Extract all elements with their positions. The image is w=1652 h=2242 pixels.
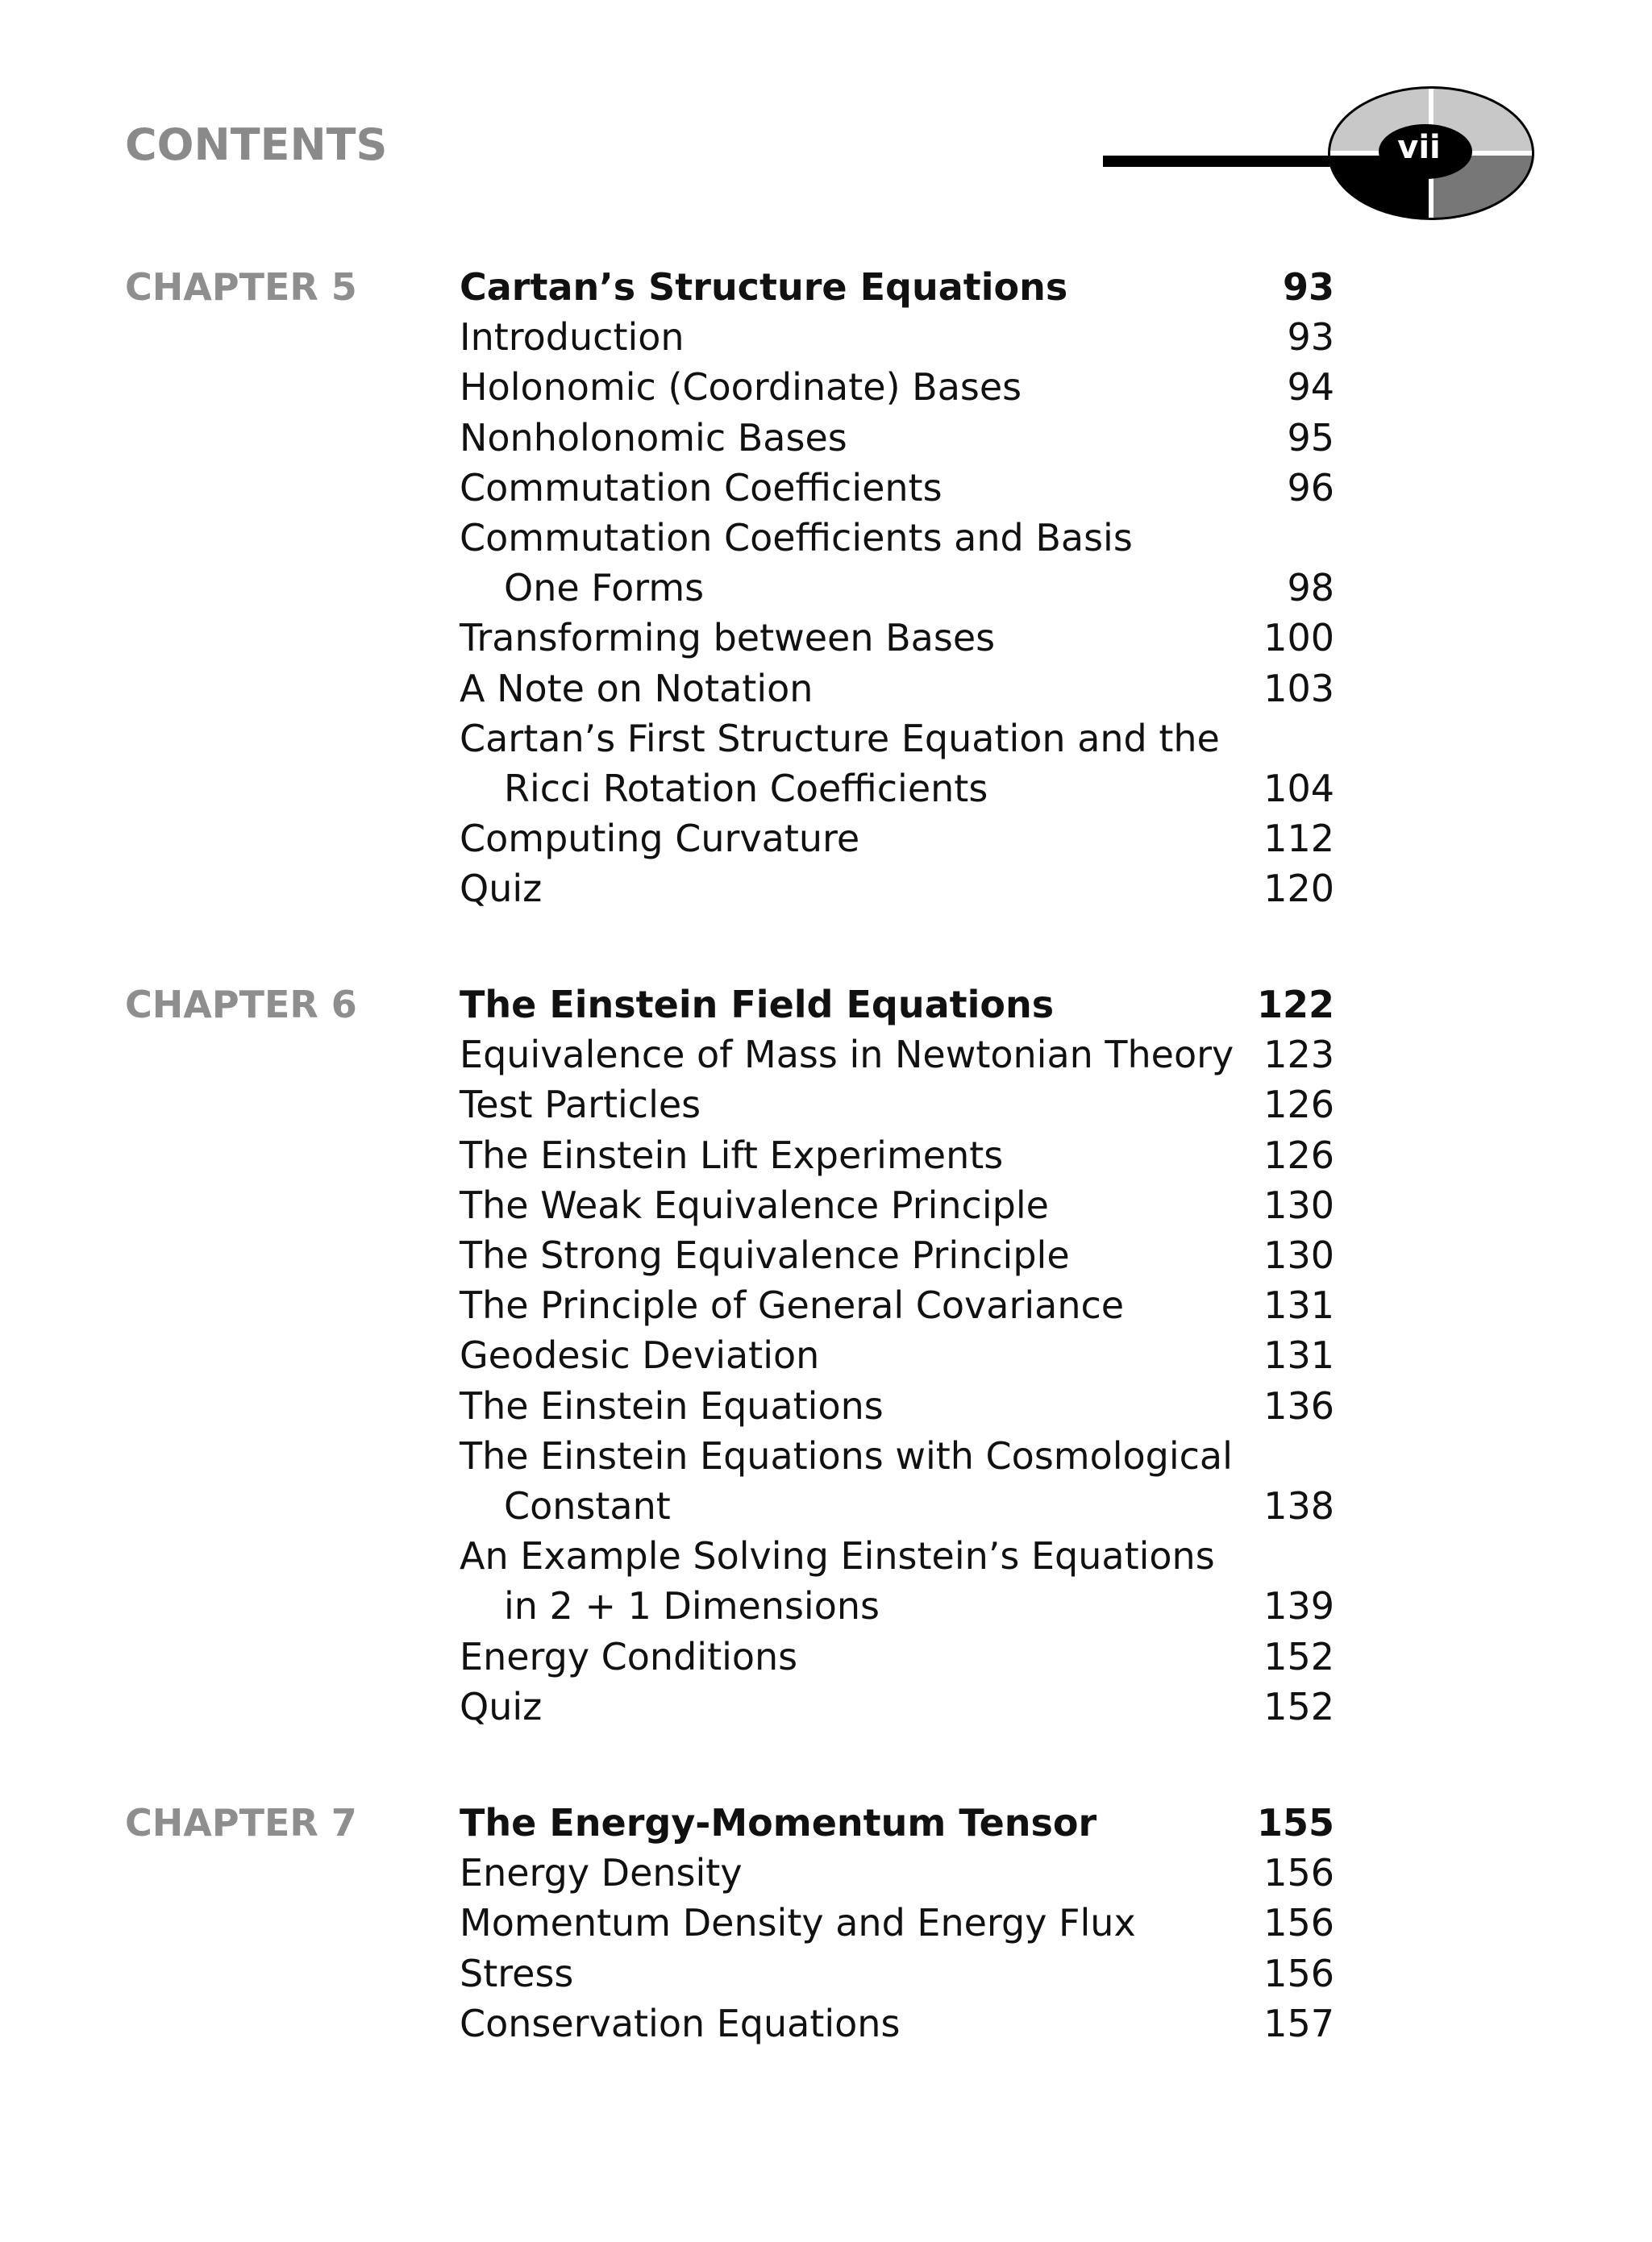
page-number-ref: 98 [1287,566,1334,610]
page-number-ref: 152 [1263,1634,1334,1678]
entry-title: Commutation Coefficients [460,465,943,510]
entry-title: Conservation Equations [460,2001,901,2045]
page-number-ref: 130 [1263,1233,1334,1277]
toc-entry[interactable] [460,1632,1334,1682]
entry-title: Commutation Coefficients and Basis [460,516,1133,559]
entry-title: Stress [460,1951,574,1995]
toc-entry[interactable] [460,513,1334,563]
page-number-ref: 138 [1263,1484,1334,1528]
page-number-ref: 120 [1263,867,1334,911]
toc-entry[interactable] [460,312,1334,362]
entry-title: Ricci Rotation Coefficients [504,767,988,810]
entry-title: The Weak Equivalence Principle [460,1183,1049,1227]
chapter-label: CHAPTER 7 [125,1801,357,1845]
page-number-ref: 131 [1263,1283,1334,1328]
entry-title: Computing Curvature [460,817,860,861]
page-number-ref: 96 [1287,465,1334,510]
toc-entry[interactable] [460,1481,1334,1531]
toc-entry[interactable] [460,1848,1334,1898]
entry-title: One Forms [504,566,705,610]
page-number-ref: 126 [1263,1083,1334,1127]
entry-title: Momentum Density and Energy Flux [460,1901,1136,1945]
chapter-label: CHAPTER 6 [125,983,357,1026]
page-title: CONTENTS [125,119,388,170]
chapter-label: CHAPTER 5 [125,265,357,309]
toc-entry[interactable] [460,362,1334,412]
entry-title: Introduction [460,315,685,360]
toc-entry[interactable] [460,1079,1334,1129]
page-number-ref: 93 [1287,315,1334,360]
toc-entry[interactable] [460,763,1334,813]
page-number-ref: 95 [1287,415,1334,460]
toc-entry[interactable] [460,713,1334,763]
toc-entry[interactable] [460,1531,1334,1581]
toc-entry[interactable] [460,1280,1334,1330]
page-number-ref: 136 [1263,1383,1334,1428]
toc-entry[interactable] [460,863,1334,913]
toc-entry[interactable] [460,1898,1334,1948]
chapter-title: The Energy-Momentum Tensor [460,1801,1097,1845]
toc-entry[interactable] [460,1029,1334,1079]
toc-entry[interactable] [460,1230,1334,1280]
entry-title: Constant [504,1484,671,1528]
page-number-ref: 112 [1263,817,1334,861]
page-number-ref: 156 [1263,1851,1334,1895]
page-number-ref: 122 [1256,983,1334,1026]
toc-entry[interactable] [460,813,1334,863]
entry-title: The Principle of General Covariance [460,1283,1125,1328]
toc-entry[interactable] [460,663,1334,713]
entry-title: Energy Density [460,1851,743,1895]
entry-title: Equivalence of Mass in Newtonian Theory [460,1033,1234,1077]
toc-entry[interactable] [460,1682,1334,1732]
toc-entry[interactable] [460,1999,1334,2049]
entry-title: A Note on Notation [460,666,814,710]
chapter-title: Cartan’s Structure Equations [460,265,1068,309]
toc-entry[interactable] [460,1581,1334,1631]
toc-entry[interactable] [460,413,1334,463]
toc-entry[interactable] [460,463,1334,513]
chapter-heading-row[interactable] [460,1798,1334,1848]
entry-title: Quiz [460,867,543,911]
page-number-ref: 100 [1263,616,1334,660]
toc-entry[interactable] [460,1180,1334,1230]
page-number-badge [0,0,1652,242]
entry-title: The Strong Equivalence Principle [460,1233,1070,1277]
entry-title: Geodesic Deviation [460,1333,820,1378]
page-number-ref: 94 [1287,365,1334,410]
page-number-ref: 156 [1263,1951,1334,1995]
page-number-ref: 156 [1263,1901,1334,1945]
entry-title: The Einstein Equations [460,1383,884,1428]
toc-entry[interactable] [460,1330,1334,1380]
page-number-ref: 139 [1263,1584,1334,1628]
toc-entry[interactable] [460,1431,1334,1481]
page-number-ref: 123 [1263,1033,1334,1077]
toc-entry[interactable] [460,1130,1334,1180]
page-number: vii [1397,129,1441,166]
toc-entry[interactable] [460,1381,1334,1431]
toc-entry[interactable] [460,563,1334,613]
page-number-ref: 104 [1263,767,1334,810]
page-number-ref: 157 [1263,2001,1334,2045]
entry-title: The Einstein Lift Experiments [460,1133,1004,1177]
page-number-ref: 131 [1263,1333,1334,1378]
chapter-heading-row[interactable] [460,980,1334,1029]
chapter-title: The Einstein Field Equations [460,983,1055,1026]
entry-title: The Einstein Equations with Cosmological [460,1433,1233,1478]
entry-title: Cartan’s First Structure Equation and the [460,716,1220,760]
toc-entry[interactable] [460,613,1334,663]
page-number-ref: 152 [1263,1684,1334,1728]
page-number-ref: 155 [1256,1801,1334,1845]
page-number-ref: 130 [1263,1183,1334,1227]
page-number-ref: 93 [1282,265,1334,309]
page-number-ref: 103 [1263,666,1334,710]
entry-title: Energy Conditions [460,1634,798,1678]
page-number-ref: 126 [1263,1133,1334,1177]
entry-title: Nonholonomic Bases [460,415,847,460]
toc-entry[interactable] [460,1949,1334,1999]
chapter-heading-row[interactable] [460,262,1334,312]
entry-title: Test Particles [460,1083,701,1127]
entry-title: An Example Solving Einstein’s Equations [460,1534,1215,1579]
entry-title: Quiz [460,1684,543,1728]
entry-title: Holonomic (Coordinate) Bases [460,365,1022,410]
entry-title: Transforming between Bases [460,616,996,660]
entry-title: in 2 + 1 Dimensions [504,1584,880,1628]
